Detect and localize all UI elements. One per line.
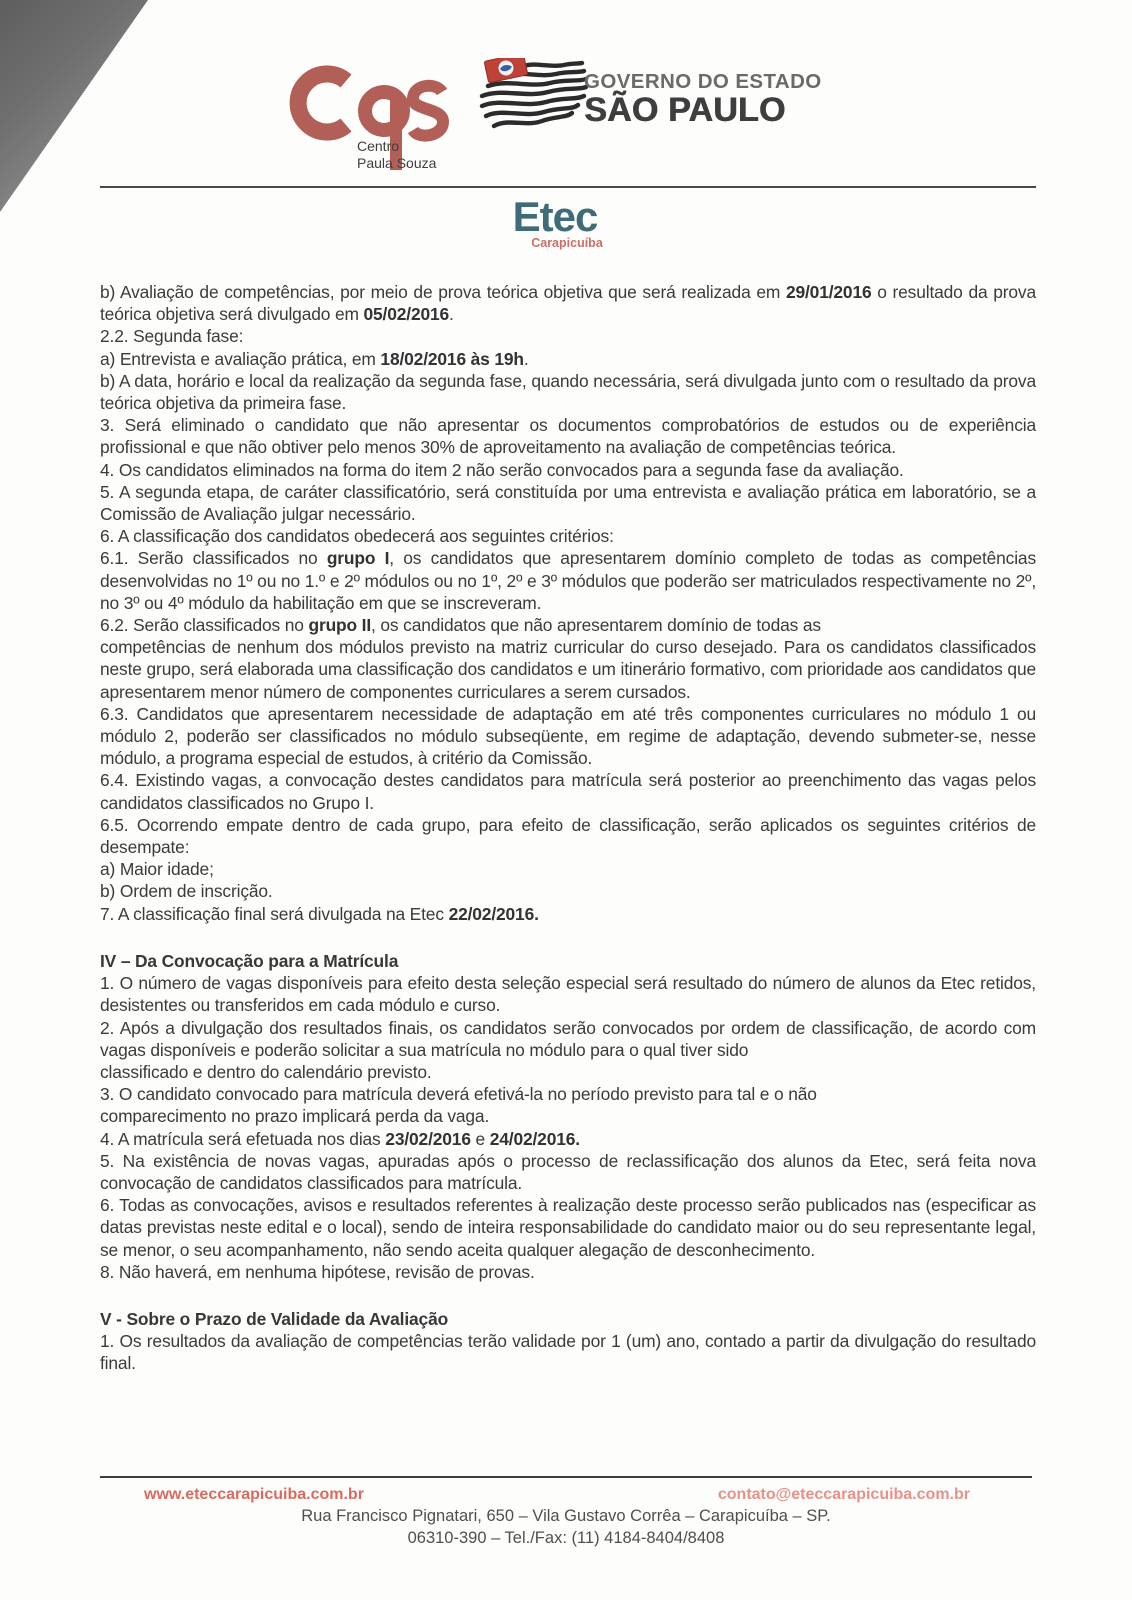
paragraph	[100, 370, 1036, 414]
paragraph	[100, 281, 1036, 325]
text-run: V - Sobre o Prazo de Validade da Avaliação	[100, 1308, 449, 1329]
text-run: a) Entrevista e avaliação prática, em	[100, 348, 381, 369]
governo-do-estado-label: GOVERNO DO ESTADO	[584, 70, 822, 93]
etec-subtitle: Carapicuíba	[531, 236, 603, 250]
text-run: 8. Não haverá, em nenhuma hipótese, revisão de provas.	[100, 1261, 535, 1282]
document-body	[100, 281, 1036, 1375]
footer-email-link: contato@eteccarapicuiba.com.br	[717, 1486, 970, 1503]
text-run: , os candidatos que não apresentarem domínio de todas as	[371, 615, 821, 636]
scan-corner-fold	[0, 0, 150, 215]
bold-text-run: 23/02/2016	[385, 1128, 471, 1149]
text-run: competências de nenhum dos módulos previsto na matriz curricular do curso desejado. Para os candidatos classificados neste grupo, será elaborada uma classificação dos candidatos e um itinerário formativo, com prioridade aos candidatos que apresentarem menor número de componentes curriculares a serem cursados.	[100, 637, 1036, 702]
paragraph	[100, 325, 1036, 347]
sao-paulo-government-text	[584, 70, 822, 130]
cps-logo-line2: Paula Souza	[357, 154, 437, 171]
bold-text-run: 29/01/2016	[785, 282, 872, 302]
text-run: 6.3. Candidatos que apresentarem necessidade de adaptação em até três componentes curriculares no módulo 1 ou módulo 2, poderão ser classificados no módulo subseqüente, em regime de adaptação, devendo submeter-se, nesse módulo, a programa especial de estudos, à critério da Comissão.	[100, 703, 1036, 769]
section-heading	[100, 1308, 1036, 1330]
bold-text-run: 22/02/2016.	[448, 903, 539, 924]
paragraph	[100, 1194, 1036, 1261]
text-run: e	[470, 1128, 490, 1149]
text-run: 3. Será eliminado o candidato que não apresentar os documentos comprobatórios de estudos ou de experiência profissional e que não obtiver pelo menos 30% de aproveitamento na avaliação de competências teórica.	[100, 415, 1036, 458]
text-run: 1. O número de vagas disponíveis para efeito desta seleção especial será resultado do número de alunos da Etec retidos, desistentes ou transferidos em cada módulo e curso.	[100, 973, 1036, 1016]
paragraph	[100, 1083, 1036, 1127]
text-run: 6.4. Existindo vagas, a convocação destes candidatos para matrícula será posterior ao preenchimento das vagas pelos candidatos classificados no Grupo I.	[100, 770, 1036, 813]
text-run: 4. Os candidatos eliminados na forma do item 2 não serão convocados para a segunda fase da avaliação.	[100, 459, 904, 480]
text-run: 2.2. Segunda fase:	[100, 326, 244, 347]
text-run: b) Ordem de inscrição.	[100, 881, 273, 902]
section-heading	[100, 950, 1036, 972]
text-run: 6. A classificação dos candidatos obedecerá aos seguintes critérios:	[100, 526, 614, 547]
text-run: .	[523, 348, 529, 369]
text-run: 6. Todas as convocações, avisos e resultados referentes à realização deste processo serão publicados nas (especificar as datas previstas neste edital e o local), sendo de inteira responsabilidade do candidato maior ou do seu representante legal, se menor, o seu acompanhamento, não sendo aceita qualquer alegação de desconhecimento.	[100, 1195, 1036, 1260]
text-run: 4. A matrícula será efetuada nos dias	[100, 1128, 386, 1149]
paragraph	[100, 348, 1036, 370]
footer-divider-line	[100, 1476, 1032, 1478]
sao-paulo-label: SÃO PAULO	[584, 91, 786, 129]
paragraph	[100, 1017, 1036, 1084]
text-run: 2. Após a divulgação dos resultados finais, os candidatos serão convocados por ordem de classificação, de acordo com vagas disponíveis e poderão solicitar a sua matrícula no módulo para o qual tiver sido	[100, 1017, 1036, 1060]
text-run: 6.5. Ocorrendo empate dentro de cada grupo, para efeito de classificação, serão aplicados os seguintes critérios de desempate:	[100, 814, 1036, 858]
sao-paulo-government-logo	[472, 54, 842, 166]
paragraph	[100, 858, 1036, 880]
text-run: IV – Da Convocação para a Matrícula	[100, 950, 399, 971]
paragraph	[100, 1330, 1036, 1374]
text-run: b) Avaliação de competências, por meio de prova teórica objetiva que será realizada em	[100, 282, 786, 302]
text-run: b) A data, horário e local da realização da segunda fase, quando necessária, será divulgada junto com o resultado da prova teórica objetiva da primeira fase.	[100, 370, 1036, 414]
bold-text-run: grupo II	[308, 615, 372, 636]
bold-text-run: grupo I	[326, 548, 390, 569]
footer-phone: 06310-390 – Tel./Fax: (11) 4184-8404/8408	[407, 1529, 725, 1547]
text-run: .	[449, 304, 454, 325]
paragraph	[100, 1128, 1036, 1150]
etec-title: Etec	[512, 193, 598, 240]
cps-logo-text	[357, 138, 436, 171]
paragraph	[100, 903, 1036, 925]
paragraph	[100, 1150, 1036, 1194]
text-run: 1. Os resultados da avaliação de competências terão validade por 1 (um) ano, contado a partir da divulgação do resultado final.	[100, 1331, 1036, 1374]
paragraph	[100, 972, 1036, 1016]
footer-website-link: www.eteccarapicuiba.com.br	[144, 1486, 364, 1503]
text-run: 3. O candidato convocado para matrícula deverá efetivá-la no período previsto para tal e o não	[100, 1084, 817, 1105]
header-divider-line	[100, 186, 1036, 188]
paragraph	[100, 459, 1036, 481]
paragraph	[100, 814, 1036, 858]
cps-logo	[283, 56, 468, 188]
text-run: 6.1. Serão classificados no	[100, 548, 327, 569]
text-run: 5. Na existência de novas vagas, apuradas após o processo de reclassificação dos alunos da Etec, será feita nova convocação de candidatos classificados para matrícula.	[100, 1150, 1036, 1193]
text-run: 7. A classificação final será divulgada na Etec	[100, 903, 449, 924]
paragraph	[100, 880, 1036, 902]
text-run: classificado e dentro do calendário previsto.	[100, 1061, 432, 1082]
text-run: , os candidatos que apresentarem domínio completo de todas as competências desenvolvidas no 1º ou no 1.º e 2º módulos ou no 1º, 2º e 3º módulos que poderão ser matriculados respectivamente no 2º, no 3º ou 4º módulo da habilitação em que se inscreveram.	[100, 548, 1036, 613]
paragraph	[100, 481, 1036, 525]
text-run: a) Maior idade;	[100, 859, 214, 880]
text-run: 5. A segunda etapa, de caráter classificatório, será constituída por uma entrevista e avaliação prática em laboratório, se a Comissão de Avaliação julgar necessário.	[100, 481, 1036, 525]
paragraph	[100, 703, 1036, 770]
paragraph	[100, 525, 1036, 547]
paragraph	[100, 769, 1036, 813]
text-run: 6.2. Serão classificados no	[100, 615, 309, 636]
cps-logo-line1: Centro	[357, 138, 400, 154]
paragraph	[100, 547, 1036, 614]
bold-text-run: 05/02/2016	[363, 304, 450, 325]
paragraph	[100, 414, 1036, 458]
bold-text-run: 18/02/2016 às 19h	[380, 348, 524, 369]
sao-paulo-flag-icon	[472, 58, 594, 142]
text-run: comparecimento no prazo implicará perda da vaga.	[100, 1106, 490, 1127]
footer-address: Rua Francisco Pignatari, 650 – Vila Gustavo Corrêa – Carapicuíba – SP.	[301, 1507, 831, 1525]
bold-text-run: 24/02/2016.	[489, 1128, 580, 1149]
paragraph	[100, 614, 1036, 703]
etec-logo	[0, 193, 1132, 250]
paragraph	[100, 1261, 1036, 1283]
text-run: o resultado da prova teórica objetiva será divulgado em	[100, 282, 1036, 325]
